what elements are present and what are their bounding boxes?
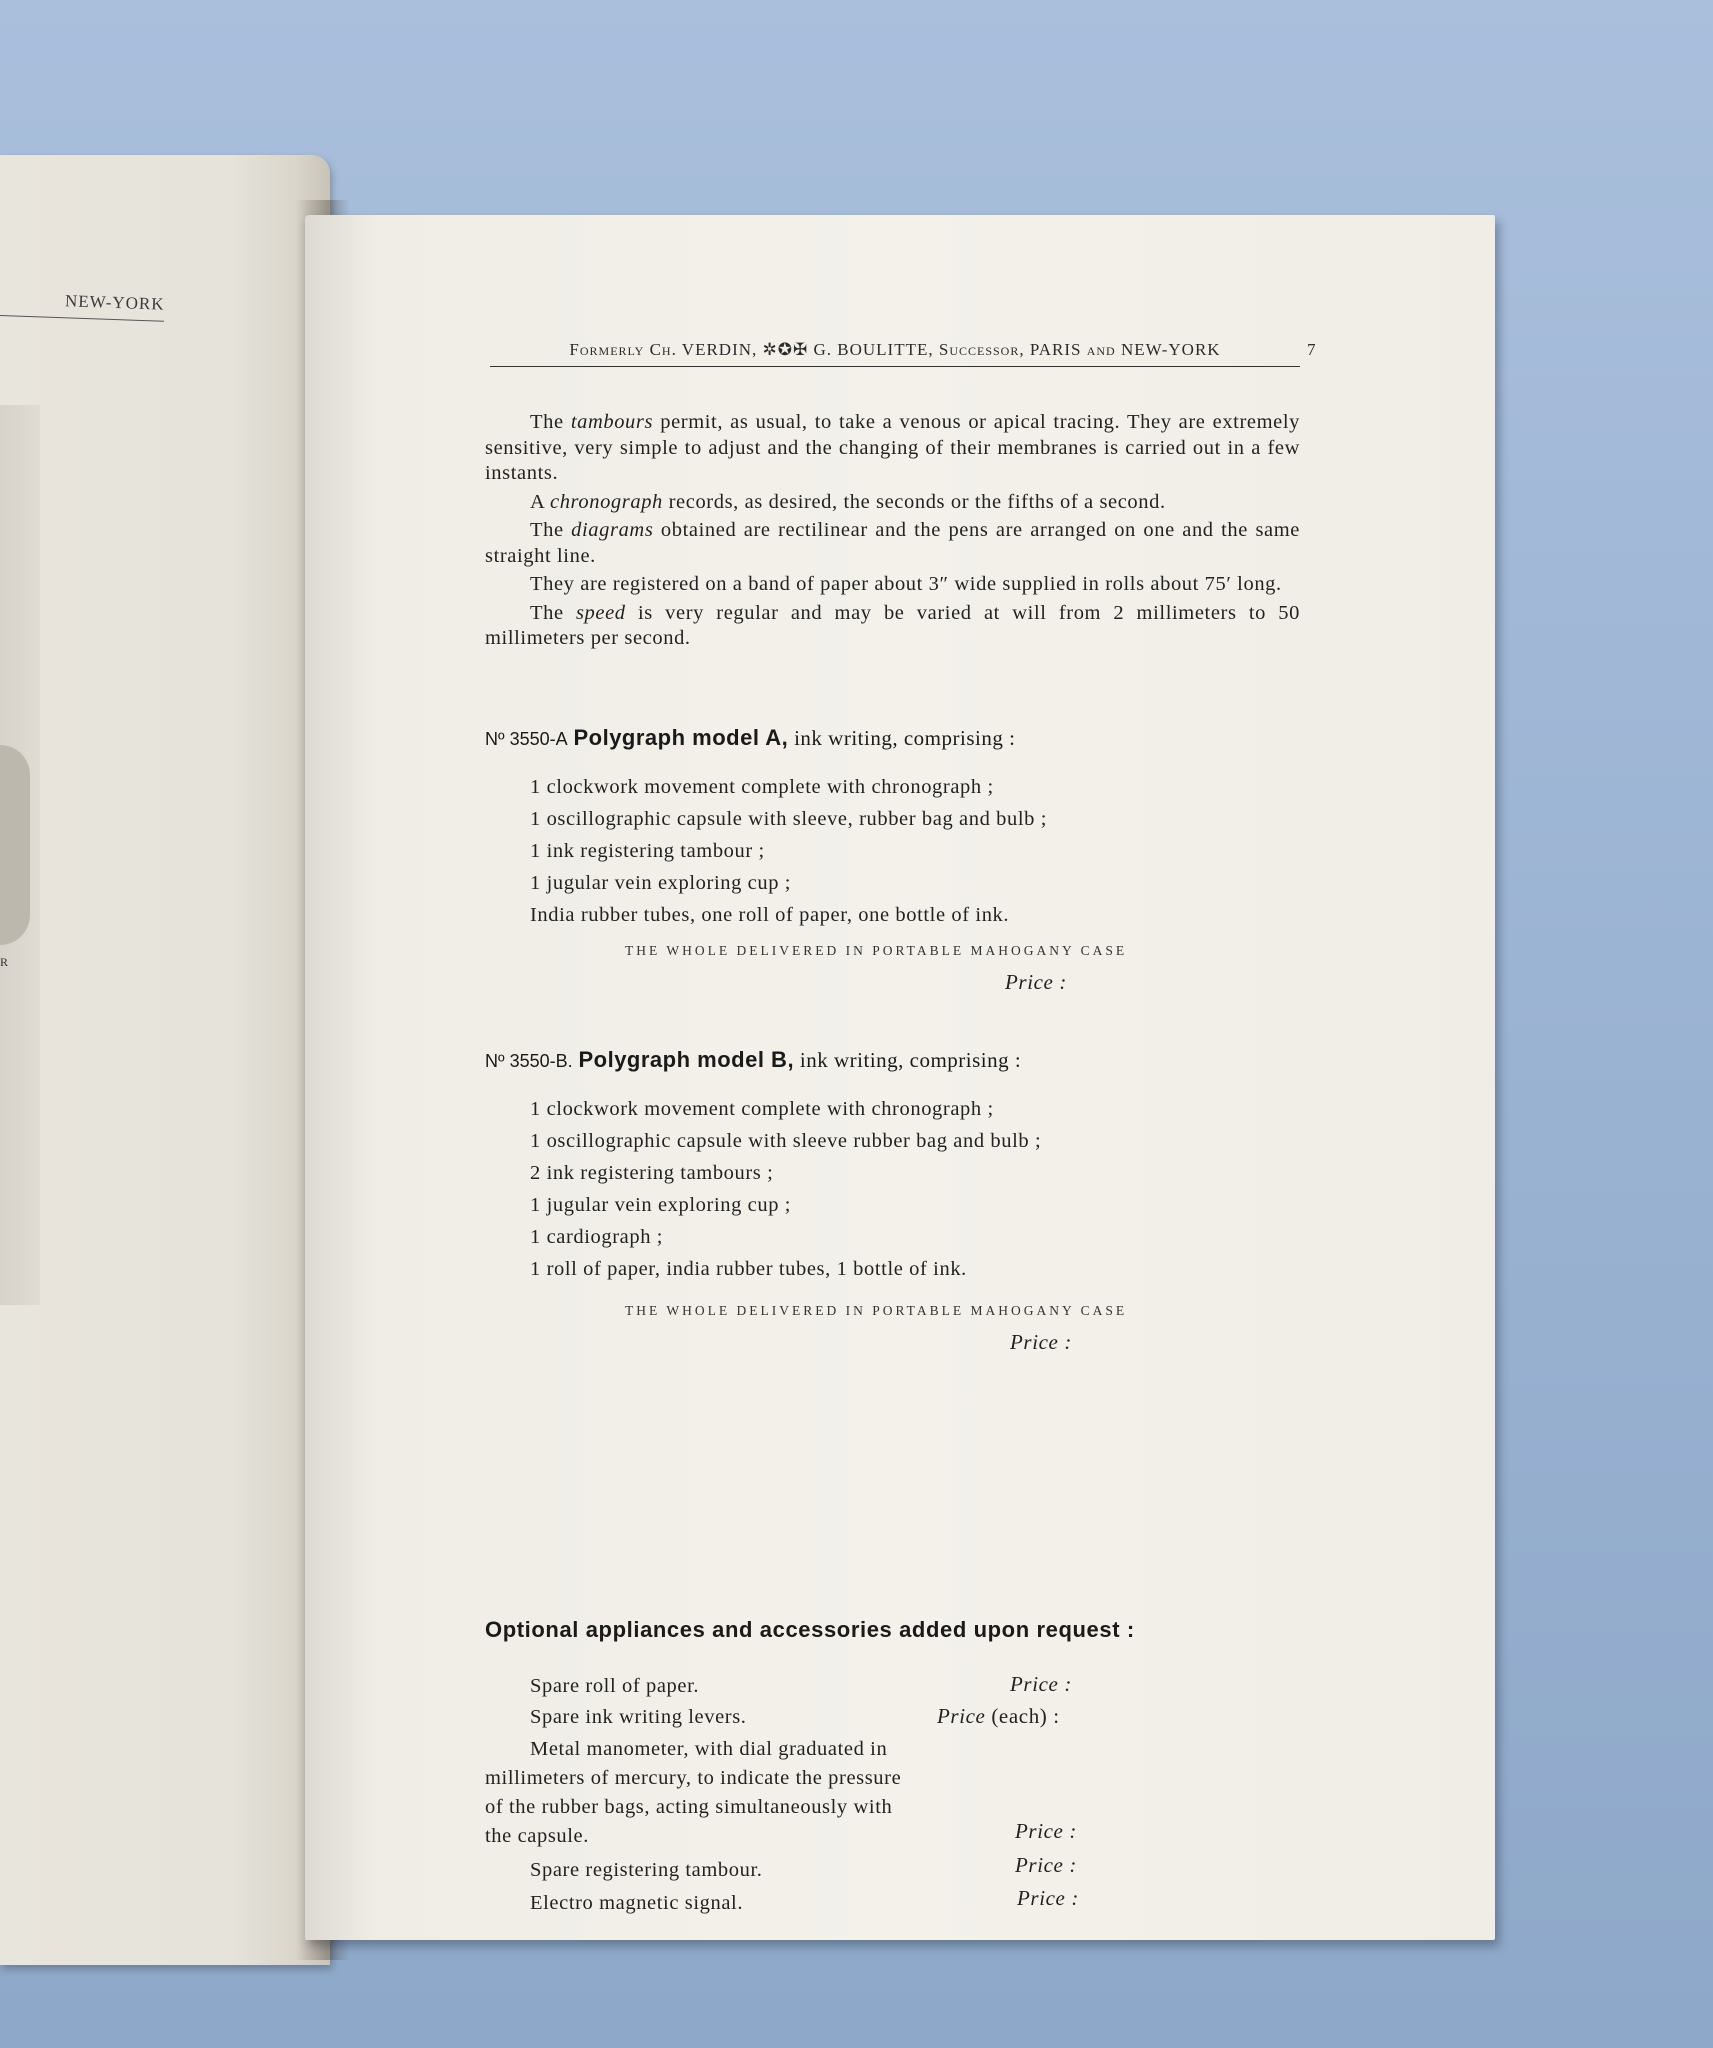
left-page <box>0 155 330 1965</box>
list-item: India rubber tubes, one roll of paper, one bottle of ink. <box>530 904 1010 926</box>
left-page-text <box>0 155 130 1965</box>
intro-paragraph: They are registered on a band of paper about 3″ wide supplied in rolls about 75′ long. <box>530 573 1282 595</box>
model-b-number: Nº 3550-B. <box>485 1051 573 1071</box>
intro-paragraph: The speed is very regular and may be varied at will from 2 millimeters to 50 millimeters per second. <box>485 601 1300 649</box>
intro-paragraph: A chronograph records, as desired, the seconds or the fifths of a second. <box>530 490 1166 513</box>
model-b-delivered: THE WHOLE DELIVERED IN PORTABLE MAHOGANY CASE <box>625 1303 1128 1318</box>
spare-roll-price: Price : <box>1010 1672 1072 1696</box>
model-a-number: Nº 3550-A <box>485 729 568 749</box>
right-page <box>305 215 1495 1940</box>
header-mark: ✲✪✠ <box>762 340 809 359</box>
list-item: 1 cardiograph ; <box>530 1226 664 1248</box>
manometer-line: Metal manometer, with dial graduated in <box>530 1738 888 1760</box>
model-a-price: Price : <box>1005 970 1067 994</box>
list-item: 1 oscillographic capsule with sleeve, rubber bag and bulb ; <box>530 808 1048 830</box>
spare-levers-price: Price (each) : <box>937 1704 1060 1728</box>
list-item: 1 ink registering tambour ; <box>530 840 765 862</box>
intro-text <box>485 410 1300 655</box>
model-b-price: Price : <box>1010 1330 1072 1354</box>
left-page-header: NEW-YORK <box>0 289 165 322</box>
intro-paragraph: The diagrams obtained are rectilinear and the pens are arranged on one and the same straight line. <box>485 519 1300 567</box>
list-item: 1 oscillographic capsule with sleeve rubber bag and bulb ; <box>530 1130 1042 1152</box>
list-item: 2 ink registering tambours ; <box>530 1162 774 1184</box>
header-successor: G. BOULITTE, Successor, PARIS and NEW-YORK <box>813 340 1221 359</box>
manometer-line: millimeters of mercury, to indicate the pressure <box>485 1767 902 1789</box>
model-b-items <box>530 1093 1230 1285</box>
list-item: 1 clockwork movement complete with chronograph ; <box>530 776 994 798</box>
signal-label: Electro magnetic signal. <box>530 1892 744 1914</box>
page-number: 7 <box>1307 340 1316 359</box>
spare-tambour-price: Price : <box>1015 1853 1077 1877</box>
manometer-description <box>485 1735 1005 1851</box>
header-formerly: Formerly Ch. VERDIN, <box>569 340 758 359</box>
list-item: 1 clockwork movement complete with chronograph ; <box>530 1098 994 1120</box>
spare-levers-label: Spare ink writing levers. <box>530 1706 747 1728</box>
model-a-name: Polygraph model A, <box>573 725 789 750</box>
list-item: 1 jugular vein exploring cup ; <box>530 872 792 894</box>
left-figure-label: R <box>0 955 9 969</box>
running-header <box>490 340 1300 367</box>
model-b-heading <box>485 1047 1021 1073</box>
intro-paragraph: The tambours permit, as usual, to take a venous or apical tracing. They are extremely sensitive, very simple to adjust and the changing of their membranes is carried out in a few instants. <box>485 411 1300 484</box>
spare-tambour-label: Spare registering tambour. <box>530 1859 763 1881</box>
manometer-line: of the rubber bags, acting simultaneously with <box>485 1796 893 1818</box>
model-a-rest: ink writing, comprising : <box>794 726 1016 750</box>
spare-roll-label: Spare roll of paper. <box>530 1675 700 1697</box>
model-a-heading <box>485 725 1015 751</box>
model-a-delivered: THE WHOLE DELIVERED IN PORTABLE MAHOGANY CASE <box>625 943 1128 958</box>
list-item: 1 roll of paper, india rubber tubes, 1 bottle of ink. <box>530 1258 967 1280</box>
manometer-line: the capsule. <box>485 1825 589 1847</box>
list-item: 1 jugular vein exploring cup ; <box>530 1194 792 1216</box>
model-b-rest: ink writing, comprising : <box>799 1048 1022 1072</box>
optional-heading: Optional appliances and accessories added upon request : <box>485 1617 1135 1642</box>
manometer-price: Price : <box>1015 1819 1077 1843</box>
model-b-name: Polygraph model B, <box>578 1047 795 1072</box>
signal-price: Price : <box>1017 1886 1079 1910</box>
model-a-items <box>530 771 1230 931</box>
